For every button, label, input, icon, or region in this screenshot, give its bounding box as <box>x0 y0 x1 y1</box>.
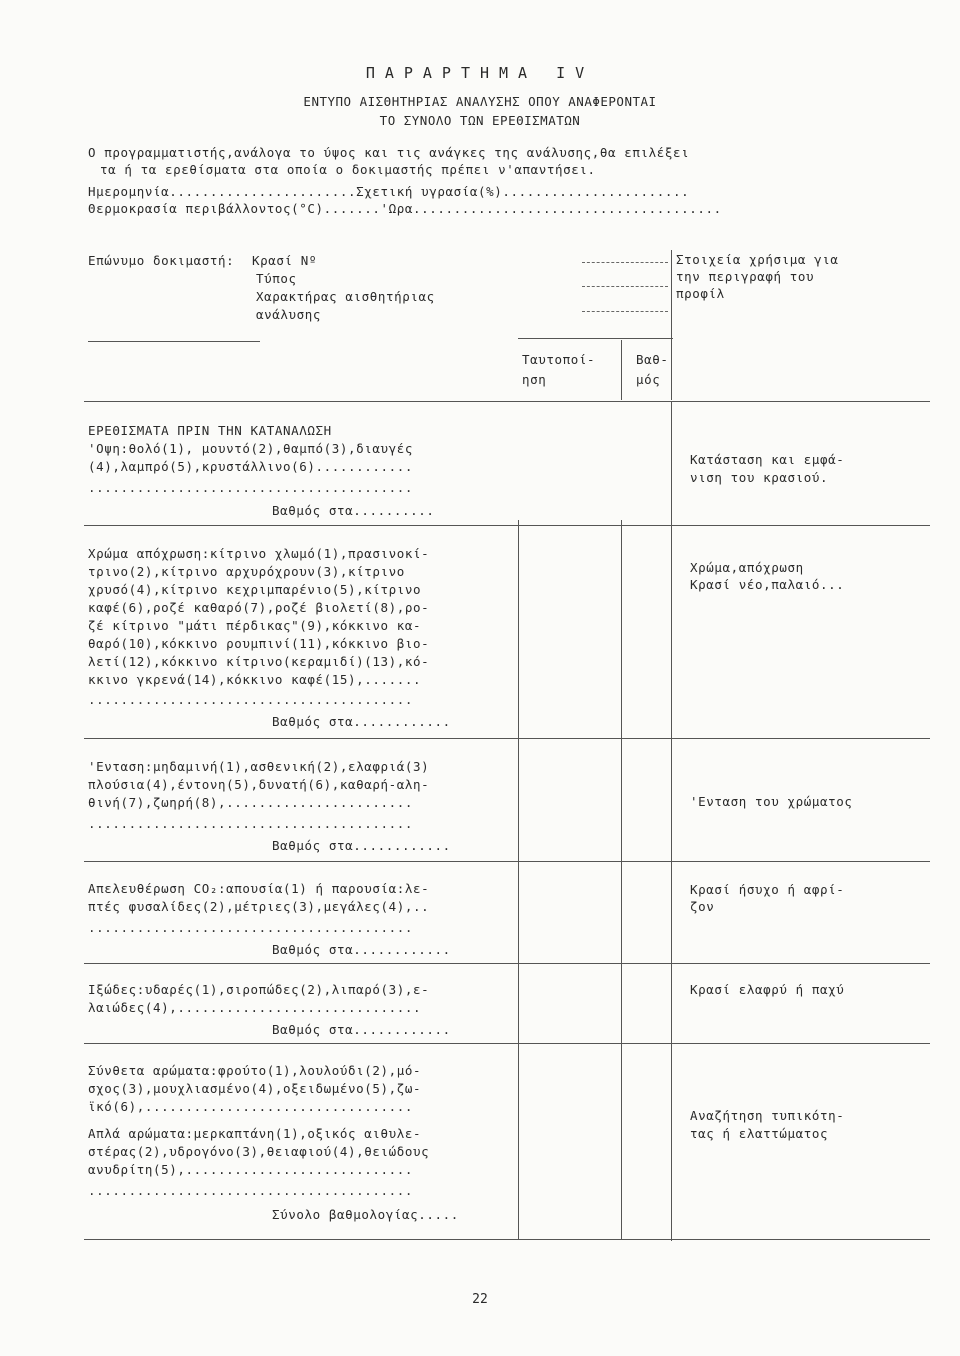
section-intensity-text: πλούσια(4),έντονη(5),δυνατή(6),καθαρή-αλη- <box>88 777 430 792</box>
column-separator <box>621 520 622 1240</box>
date-humidity-line: Ημερομηνία.......................Σχετική υγρασία(%)....................... <box>88 184 690 199</box>
section-before-score: Βαθμός στα.......... <box>272 503 435 518</box>
section-intensity-note: 'Ενταση του χρώματος <box>690 794 853 809</box>
section-before-note: Κατάσταση και εμφά- <box>690 452 845 467</box>
section-viscosity-text: λαιώδες(4),.............................. <box>88 1000 422 1015</box>
identification-header: Ταυτοποί- <box>522 352 596 367</box>
type-label: Τύπος <box>256 271 297 286</box>
section-intensity-text: θινή(7),ζωηρή(8),....................... <box>88 795 414 810</box>
section-before-note: νιση του κρασιού. <box>690 470 829 485</box>
section-intensity-text: 'Ενταση:μηδαμινή(1),ασθενική(2),ελαφριά(3) <box>88 759 430 774</box>
section-aromas-text: Απλά αρώματα:μερκαπτάνη(1),οξικός αιθυλε- <box>88 1126 422 1141</box>
answer-dots: ........................................ <box>88 920 414 935</box>
column-separator <box>621 340 622 400</box>
column-separator <box>671 250 672 400</box>
form-subtitle-line-1: ΕΝΤΥΠΟ ΑΙΣΘΗΤΗΡΙΑΣ ΑΝΑΛΥΣΗΣ ΟΠΟΥ ΑΝΑΦΕΡΟΝΤΑΙ <box>303 94 657 109</box>
section-colour-text: λετί(12),κόκκινο κίτρινο(κεραμιδί)(13),κό- <box>88 654 430 669</box>
section-colour-text: κκινο γκρενά(14),κόκκινο καφέ(15),....... <box>88 672 422 687</box>
section-co2-text: Απελευθέρωση CO₂:απουσία(1) ή παρουσία:λε- <box>88 881 430 896</box>
answer-dots: ........................................ <box>88 692 414 707</box>
section-colour-text: ζέ κίτρινο "μάτι πέρδικας"(9),κόκκινο κα- <box>88 618 422 633</box>
column-separator <box>518 520 519 1240</box>
section-rule <box>84 1239 930 1240</box>
profile-info-line-1: Στοιχεία χρήσιμα για <box>676 252 839 267</box>
analysis-label: ανάλυσης <box>256 307 322 322</box>
section-co2-note: ζον <box>690 899 715 914</box>
answer-dots: ........................................ <box>88 480 414 495</box>
section-colour-text: θαρό(10),κόκκινο ρουμπινί(11),κόκκινο βιο- <box>88 636 430 651</box>
section-before-text: 'Οψη:θολό(1), μουντό(2),θαμπό(3),διαυγές <box>88 441 414 456</box>
section-colour-text: χρυσό(4),κίτρινο κεχριμπαρένιο(5),κίτρινο <box>88 582 422 597</box>
input-line <box>582 262 668 263</box>
temperature-time-line: Θερμοκρασία περιβάλλοντος(°C).......'Ωρα...................................... <box>88 201 722 216</box>
section-viscosity-text: Ιξώδες:υδαρές(1),σιροπώδες(2),λιπαρό(3),ε- <box>88 982 430 997</box>
page-number: 22 <box>472 1292 488 1307</box>
degree-header: Βαθ- <box>636 352 669 367</box>
input-line <box>582 286 668 287</box>
section-viscosity-score: Βαθμός στα............ <box>272 1022 451 1037</box>
profile-info-line-2: την περιγραφή του <box>676 269 815 284</box>
section-co2-note: Κρασί ήσυχο ή αφρί- <box>690 882 845 897</box>
form-subtitle-line-2: ΤΟ ΣΥΝΟΛΟ ΤΩΝ ΕΡΕΘΙΣΜΑΤΩΝ <box>379 113 581 128</box>
answer-dots: ........................................ <box>88 1183 414 1198</box>
section-rule <box>84 963 930 964</box>
column-separator <box>671 401 672 1241</box>
wine-number-label: Κρασί Νº <box>252 253 318 268</box>
section-rule <box>84 525 930 526</box>
section-colour-text: καφέ(6),ροζέ καθαρό(7),ροζέ βιολετί(8),ρο- <box>88 600 430 615</box>
answer-dots: ........................................ <box>88 816 414 831</box>
identification-header-cont: ηση <box>522 372 547 387</box>
section-aromas-text: ανυδρίτη(5),............................ <box>88 1162 414 1177</box>
section-rule <box>84 738 930 739</box>
profile-info-line-3: προφίλ <box>676 286 725 301</box>
page-title: ΠΑΡΑΡΤΗΜΑ IV <box>365 64 595 82</box>
section-rule <box>84 1043 930 1044</box>
section-colour-score: Βαθμός στα............ <box>272 714 451 729</box>
column-header-top-rule <box>518 338 673 339</box>
section-aromas-text: στέρας(2),υδρογόνο(3),θειαφιού(4),θειώδους <box>88 1144 430 1159</box>
section-intensity-score: Βαθμός στα............ <box>272 838 451 853</box>
section-before-heading: ΕΡΕΘΙΣΜΑΤΑ ΠΡΙΝ ΤΗΝ ΚΑΤΑΝΑΛΩΣΗ <box>88 423 332 438</box>
section-rule <box>84 861 930 862</box>
section-aromas-text: Σύνθετα αρώματα:φρούτο(1),λουλούδι(2),μό- <box>88 1063 422 1078</box>
section-colour-note: Χρώμα,απόχρωση <box>690 560 804 575</box>
section-aromas-note: Αναζήτηση τυπικότη- <box>690 1108 845 1123</box>
section-before-text: (4),λαμπρό(5),κρυστάλλινο(6)............ <box>88 459 414 474</box>
analysis-character-label: Χαρακτήρας αισθητήριας <box>256 289 435 304</box>
intro-line-1: Ο προγραμματιστής,ανάλογα το ύψος και τις ανάγκες της ανάλυσης,θα επιλέξει <box>88 145 690 160</box>
input-line <box>582 311 668 312</box>
section-aromas-text: σχος(3),μουχλιασμένο(4),οξειδωμένο(5),ζω- <box>88 1081 422 1096</box>
section-aromas-text: ϊκό(6),................................. <box>88 1099 414 1114</box>
section-co2-text: πτές φυσαλίδες(2),μέτριες(3),μεγάλες(4),.. <box>88 899 430 914</box>
section-viscosity-note: Κρασί ελαφρύ ή παχύ <box>690 982 845 997</box>
table-header-rule <box>84 401 930 402</box>
divider <box>88 341 260 342</box>
taster-name-label: Επώνυμο δοκιμαστή: <box>88 253 235 268</box>
section-colour-note: Κρασί νέο,παλαιό... <box>690 577 845 592</box>
total-score-label: Σύνολο βαθμολογίας..... <box>272 1207 459 1222</box>
section-co2-score: Βαθμός στα............ <box>272 942 451 957</box>
section-colour-text: τρινο(2),κίτρινο αρχυρόχρουν(3),κίτρινο <box>88 564 405 579</box>
section-colour-text: Χρώμα απόχρωση:κίτρινο χλωμό(1),πρασινοκί- <box>88 546 430 561</box>
intro-line-2: τα ή τα ερεθίσματα στα οποία ο δοκιμαστής πρέπει ν'απαντήσει. <box>100 162 596 177</box>
degree-header-cont: μός <box>636 372 661 387</box>
section-aromas-note: τας ή ελαττώματος <box>690 1126 829 1141</box>
